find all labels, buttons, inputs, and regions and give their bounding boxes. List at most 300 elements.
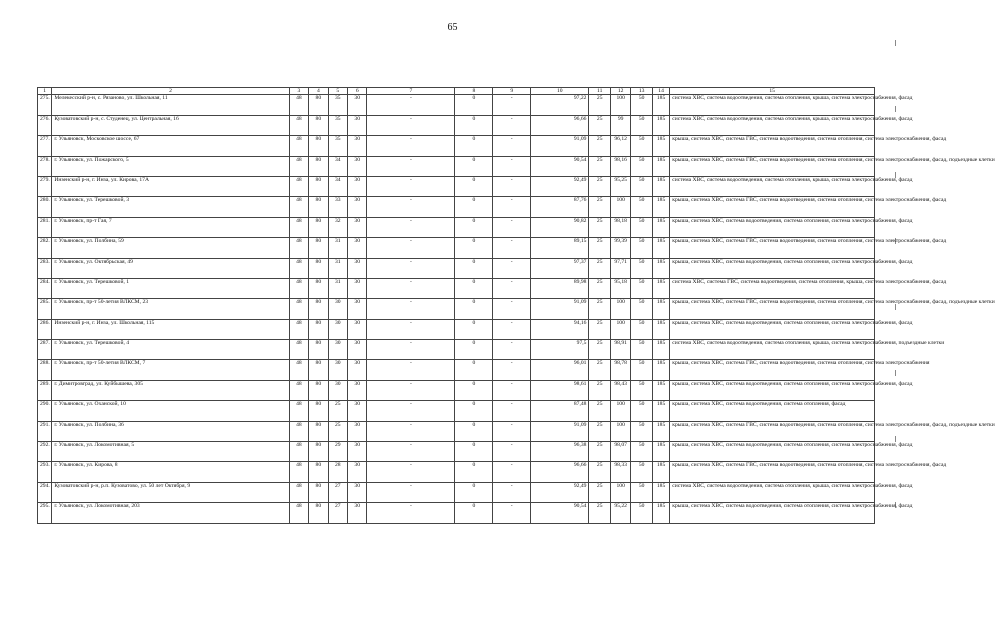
col7-cell: - (367, 115, 455, 135)
table-row (38, 95, 875, 115)
col14-cell: 185 (652, 197, 669, 217)
works-cell: крыша, система ХВС, система ГВС, система водоотведения, система отопления, система электроснабжения, фасад, подъездные клетки (670, 421, 875, 441)
header-row (38, 88, 875, 95)
col14-cell: 185 (652, 421, 669, 441)
col11-cell: 25 (589, 278, 610, 298)
col10-cell: 97,5 (531, 340, 589, 360)
col14-cell: 185 (652, 462, 669, 482)
col12-cell: 95,25 (610, 176, 630, 196)
col12-cell: 98,16 (610, 156, 630, 176)
col6-cell: 30 (348, 197, 367, 217)
col10-cell: 91,09 (531, 299, 589, 319)
col9-cell: - (493, 319, 531, 339)
address-cell: г. Ульяновск, Московское шоссе, 67 (52, 136, 289, 156)
works-cell: система ХВС, система водоотведения, система отопления, крыша, система электроснабжения, фасад (670, 176, 875, 196)
col8-cell: 0 (455, 380, 493, 400)
column-header-12: 12 (610, 88, 630, 95)
col3-cell: 48 (289, 421, 308, 441)
table-row (38, 238, 875, 258)
col13-cell: 50 (631, 319, 652, 339)
table-row (38, 340, 875, 360)
col13-cell: 50 (631, 360, 652, 380)
col8-cell: 0 (455, 217, 493, 237)
col5-cell: 30 (328, 319, 347, 339)
col4-cell: 80 (309, 299, 328, 319)
col8-cell: 0 (455, 299, 493, 319)
col6-cell: 30 (348, 340, 367, 360)
table-row (38, 442, 875, 462)
row-number: 292. (38, 442, 52, 462)
works-cell: система ХВС, система водоотведения, система отопления, крыша, система электроснабжения, фасад (670, 482, 875, 502)
table-row (38, 258, 875, 278)
col3-cell: 48 (289, 156, 308, 176)
col7-cell: - (367, 482, 455, 502)
col13-cell: 50 (631, 176, 652, 196)
col4-cell: 80 (309, 401, 328, 421)
works-cell: крыша, система ХВС, система водоотведения, система отопления, система электроснабжения, фасад (670, 217, 875, 237)
col11-cell: 25 (589, 401, 610, 421)
table-row (38, 319, 875, 339)
col4-cell: 80 (309, 340, 328, 360)
table-row (38, 115, 875, 135)
col9-cell: - (493, 482, 531, 502)
col3-cell: 48 (289, 176, 308, 196)
works-cell: крыша, система ХВС, система водоотведения, система отопления, фасад (670, 401, 875, 421)
col7-cell: - (367, 95, 455, 115)
row-number: 283. (38, 258, 52, 278)
col6-cell: 30 (348, 95, 367, 115)
col9-cell: - (493, 462, 531, 482)
col13-cell: 50 (631, 462, 652, 482)
col3-cell: 48 (289, 278, 308, 298)
col13-cell: 50 (631, 503, 652, 523)
col3-cell: 48 (289, 442, 308, 462)
col9-cell: - (493, 401, 531, 421)
works-cell: крыша, система ХВС, система ГВС, система водоотведения, система отопления, система электроснабжения, фасад (670, 462, 875, 482)
col12-cell: 100 (610, 95, 630, 115)
col10-cell: 87,48 (531, 401, 589, 421)
col14-cell: 185 (652, 217, 669, 237)
row-number: 290. (38, 401, 52, 421)
row-number: 276. (38, 115, 52, 135)
col9-cell: - (493, 176, 531, 196)
col3-cell: 48 (289, 319, 308, 339)
column-header-5: 5 (328, 88, 347, 95)
column-header-6: 6 (348, 88, 367, 95)
col5-cell: 32 (328, 217, 347, 237)
col7-cell: - (367, 217, 455, 237)
address-cell: г. Ульяновск, ул. Терешковой, 3 (52, 197, 289, 217)
address-cell: г. Ульяновск, ул. Локомотивная, 203 (52, 503, 289, 523)
col11-cell: 25 (589, 340, 610, 360)
col9-cell: - (493, 340, 531, 360)
address-cell: г. Ульяновск, пр-т 50-летия ВЛКСМ, 23 (52, 299, 289, 319)
col6-cell: 30 (348, 442, 367, 462)
works-cell: система ХВС, система водоотведения, система отопления, крыша, система электроснабжения, подъездные клетки (670, 340, 875, 360)
address-cell: г. Ульяновск, ул. Терешковой, 1 (52, 278, 289, 298)
col6-cell: 30 (348, 156, 367, 176)
col12-cell: 95,22 (610, 503, 630, 523)
col4-cell: 80 (309, 278, 328, 298)
col12-cell: 98,33 (610, 462, 630, 482)
col6-cell: 30 (348, 278, 367, 298)
col7-cell: - (367, 156, 455, 176)
col14-cell: 185 (652, 503, 669, 523)
col3-cell: 48 (289, 299, 308, 319)
column-header-11: 11 (589, 88, 610, 95)
col3-cell: 48 (289, 217, 308, 237)
col14-cell: 185 (652, 95, 669, 115)
row-number: 294. (38, 482, 52, 502)
address-cell: г. Ульяновск, пр-т 50-летия ВЛКСМ, 7 (52, 360, 289, 380)
col11-cell: 25 (589, 360, 610, 380)
address-cell: г. Ульяновск, ул. Октябрьская, 49 (52, 258, 289, 278)
col7-cell: - (367, 421, 455, 441)
table-row (38, 503, 875, 523)
col6-cell: 30 (348, 380, 367, 400)
table-row (38, 278, 875, 298)
col3-cell: 48 (289, 462, 308, 482)
col8-cell: 0 (455, 176, 493, 196)
col13-cell: 50 (631, 95, 652, 115)
address-cell: г. Ульяновск, ул. Полбина, 36 (52, 421, 289, 441)
col14-cell: 185 (652, 136, 669, 156)
works-cell: крыша, система ХВС, система водоотведения, система отопления, система электроснабжения, фасад (670, 380, 875, 400)
col11-cell: 25 (589, 95, 610, 115)
col10-cell: 87,76 (531, 197, 589, 217)
col6-cell: 30 (348, 176, 367, 196)
col8-cell: 0 (455, 462, 493, 482)
column-header-4: 4 (309, 88, 328, 95)
col5-cell: 27 (328, 503, 347, 523)
col11-cell: 25 (589, 156, 610, 176)
col10-cell: 92,49 (531, 482, 589, 502)
row-number: 286. (38, 319, 52, 339)
column-header-15: 15 (670, 88, 875, 95)
col11-cell: 25 (589, 319, 610, 339)
col8-cell: 0 (455, 197, 493, 217)
row-number: 293. (38, 462, 52, 482)
col4-cell: 80 (309, 462, 328, 482)
col9-cell: - (493, 421, 531, 441)
col14-cell: 185 (652, 360, 669, 380)
col13-cell: 50 (631, 278, 652, 298)
col6-cell: 30 (348, 319, 367, 339)
col6-cell: 30 (348, 503, 367, 523)
col6-cell: 30 (348, 136, 367, 156)
row-number: 284. (38, 278, 52, 298)
page-number: 65 (447, 22, 458, 33)
col8-cell: 0 (455, 238, 493, 258)
col5-cell: 28 (328, 462, 347, 482)
table-row (38, 197, 875, 217)
col10-cell: 96,38 (531, 442, 589, 462)
col7-cell: - (367, 442, 455, 462)
col6-cell: 30 (348, 462, 367, 482)
col14-cell: 185 (652, 319, 669, 339)
col9-cell: - (493, 278, 531, 298)
col4-cell: 80 (309, 115, 328, 135)
col9-cell: - (493, 217, 531, 237)
col3-cell: 48 (289, 340, 308, 360)
col12-cell: 100 (610, 401, 630, 421)
col7-cell: - (367, 401, 455, 421)
col3-cell: 48 (289, 360, 308, 380)
col9-cell: - (493, 95, 531, 115)
col13-cell: 50 (631, 299, 652, 319)
col12-cell: 98,91 (610, 340, 630, 360)
col8-cell: 0 (455, 95, 493, 115)
col4-cell: 80 (309, 442, 328, 462)
col8-cell: 0 (455, 156, 493, 176)
col8-cell: 0 (455, 421, 493, 441)
col3-cell: 48 (289, 503, 308, 523)
works-cell: крыша, система ХВС, система водоотведения, система отопления, система электроснабжения, фасад (670, 503, 875, 523)
col8-cell: 0 (455, 442, 493, 462)
col8-cell: 0 (455, 401, 493, 421)
col4-cell: 80 (309, 217, 328, 237)
col13-cell: 50 (631, 156, 652, 176)
col8-cell: 0 (455, 482, 493, 502)
col8-cell: 0 (455, 258, 493, 278)
works-cell: крыша, система ХВС, система водоотведения, система отопления, система электроснабжения, фасад (670, 442, 875, 462)
col4-cell: 80 (309, 258, 328, 278)
column-header-1: 1 (38, 88, 52, 95)
col5-cell: 30 (328, 299, 347, 319)
column-header-7: 7 (367, 88, 455, 95)
row-number: 287. (38, 340, 52, 360)
col7-cell: - (367, 278, 455, 298)
col3-cell: 48 (289, 238, 308, 258)
col5-cell: 34 (328, 156, 347, 176)
col4-cell: 80 (309, 503, 328, 523)
col14-cell: 185 (652, 482, 669, 502)
col6-cell: 30 (348, 360, 367, 380)
column-header-2: 2 (52, 88, 289, 95)
table-row (38, 217, 875, 237)
col7-cell: - (367, 136, 455, 156)
col10-cell: 92,49 (531, 176, 589, 196)
col12-cell: 98,18 (610, 217, 630, 237)
works-cell: система ХВС, система ГВС, система водоотведения, система отопления, крыша, система электроснабжения, фасад (670, 278, 875, 298)
col9-cell: - (493, 360, 531, 380)
row-number: 281. (38, 217, 52, 237)
col4-cell: 80 (309, 176, 328, 196)
col7-cell: - (367, 503, 455, 523)
address-cell: г. Ульяновск, ул. Локомотивная, 5 (52, 442, 289, 462)
col13-cell: 50 (631, 136, 652, 156)
col8-cell: 0 (455, 115, 493, 135)
col11-cell: 25 (589, 136, 610, 156)
address-cell: г. Ульяновск, ул. Оханской, 10 (52, 401, 289, 421)
works-cell: крыша, система ХВС, система ГВС, система водоотведения, система отопления, система электроснабжения (670, 360, 875, 380)
col14-cell: 185 (652, 258, 669, 278)
col8-cell: 0 (455, 340, 493, 360)
col12-cell: 100 (610, 319, 630, 339)
row-number: 289. (38, 380, 52, 400)
col6-cell: 30 (348, 299, 367, 319)
col13-cell: 50 (631, 421, 652, 441)
works-cell: система ХВС, система водоотведения, система отопления, крыша, система электроснабжения, фасад (670, 95, 875, 115)
col13-cell: 50 (631, 217, 652, 237)
col5-cell: 30 (328, 360, 347, 380)
col4-cell: 80 (309, 380, 328, 400)
table-body (38, 95, 995, 523)
row-number: 291. (38, 421, 52, 441)
col10-cell: 90,82 (531, 217, 589, 237)
col4-cell: 80 (309, 238, 328, 258)
col7-cell: - (367, 258, 455, 278)
col9-cell: - (493, 299, 531, 319)
col5-cell: 30 (328, 380, 347, 400)
address-cell: г. Ульяновск, ул. Пожарского, 5 (52, 156, 289, 176)
col5-cell: 29 (328, 442, 347, 462)
col4-cell: 80 (309, 360, 328, 380)
col4-cell: 80 (309, 482, 328, 502)
row-number: 295. (38, 503, 52, 523)
col3-cell: 48 (289, 95, 308, 115)
col9-cell: - (493, 136, 531, 156)
col11-cell: 25 (589, 380, 610, 400)
col6-cell: 30 (348, 258, 367, 278)
works-cell: крыша, система ХВС, система ГВС, система водоотведения, система отопления, система электроснабжения, фасад (670, 136, 875, 156)
works-cell: крыша, система ХВС, система ГВС, система водоотведения, система отопления, система электроснабжения, фасад, подъездные клетки (670, 299, 875, 319)
col5-cell: 27 (328, 482, 347, 502)
col10-cell: 89,15 (531, 238, 589, 258)
col13-cell: 50 (631, 258, 652, 278)
col3-cell: 48 (289, 258, 308, 278)
col12-cell: 99,39 (610, 238, 630, 258)
col3-cell: 48 (289, 136, 308, 156)
col13-cell: 50 (631, 482, 652, 502)
row-number: 282. (38, 238, 52, 258)
col11-cell: 25 (589, 462, 610, 482)
col10-cell: 90,54 (531, 503, 589, 523)
column-header-9: 9 (493, 88, 531, 95)
col8-cell: 0 (455, 360, 493, 380)
table-row (38, 176, 875, 196)
col10-cell: 98,61 (531, 380, 589, 400)
row-number: 285. (38, 299, 52, 319)
address-cell: г. Ульяновск, ул. Кирова, 8 (52, 462, 289, 482)
row-number: 288. (38, 360, 52, 380)
col12-cell: 96,12 (610, 136, 630, 156)
col6-cell: 30 (348, 421, 367, 441)
col4-cell: 80 (309, 136, 328, 156)
col13-cell: 50 (631, 401, 652, 421)
col7-cell: - (367, 299, 455, 319)
col3-cell: 48 (289, 115, 308, 135)
col10-cell: 90,54 (531, 156, 589, 176)
col12-cell: 98,43 (610, 380, 630, 400)
col11-cell: 25 (589, 503, 610, 523)
works-cell: крыша, система ХВС, система ГВС, система водоотведения, система отопления, система электроснабжения, фасад (670, 238, 875, 258)
col13-cell: 50 (631, 340, 652, 360)
col7-cell: - (367, 238, 455, 258)
col8-cell: 0 (455, 319, 493, 339)
table-row (38, 136, 875, 156)
works-cell: крыша, система ХВС, система ГВС, система водоотведения, система отопления, система электроснабжения, фасад, подъездные клетки (670, 156, 875, 176)
col10-cell: 96,01 (531, 360, 589, 380)
col11-cell: 25 (589, 482, 610, 502)
col5-cell: 31 (328, 278, 347, 298)
col11-cell: 25 (589, 217, 610, 237)
address-cell: г. Ульяновск, пр-т Гая, 7 (52, 217, 289, 237)
row-number: 275. (38, 95, 52, 115)
table-row (38, 462, 875, 482)
col11-cell: 25 (589, 299, 610, 319)
col10-cell: 97,22 (531, 95, 589, 115)
col10-cell: 91,09 (531, 136, 589, 156)
col10-cell: 96,66 (531, 462, 589, 482)
col10-cell: 96,66 (531, 115, 589, 135)
column-header-13: 13 (631, 88, 652, 95)
table-row (38, 156, 875, 176)
col14-cell: 185 (652, 115, 669, 135)
col12-cell: 98,78 (610, 360, 630, 380)
col11-cell: 25 (589, 176, 610, 196)
column-header-8: 8 (455, 88, 493, 95)
address-cell: Кузоватовский р-н, р.п. Кузоватово, ул. 50 лет Октября, 9 (52, 482, 289, 502)
column-header-10: 10 (531, 88, 589, 95)
col12-cell: 100 (610, 299, 630, 319)
col6-cell: 30 (348, 238, 367, 258)
row-number: 280. (38, 197, 52, 217)
col12-cell: 97,71 (610, 258, 630, 278)
address-cell: г. Ульяновск, ул. Полбина, 59 (52, 238, 289, 258)
address-cell: г. Ульяновск, ул. Терешковой, 4 (52, 340, 289, 360)
address-cell: г. Димитровград, ул. Куйбышева, 305 (52, 380, 289, 400)
col7-cell: - (367, 176, 455, 196)
col9-cell: - (493, 115, 531, 135)
row-number: 277. (38, 136, 52, 156)
col9-cell: - (493, 380, 531, 400)
works-cell: крыша, система ХВС, система водоотведения, система отопления, система электроснабжения, фасад (670, 319, 875, 339)
col5-cell: 31 (328, 238, 347, 258)
table-row (38, 401, 875, 421)
col10-cell: 94,16 (531, 319, 589, 339)
col11-cell: 25 (589, 238, 610, 258)
column-header-14: 14 (652, 88, 669, 95)
table-row (38, 360, 875, 380)
col4-cell: 80 (309, 319, 328, 339)
col9-cell: - (493, 197, 531, 217)
col12-cell: 98,07 (610, 442, 630, 462)
col5-cell: 25 (328, 401, 347, 421)
col9-cell: - (493, 442, 531, 462)
col13-cell: 50 (631, 197, 652, 217)
col4-cell: 80 (309, 156, 328, 176)
col6-cell: 30 (348, 482, 367, 502)
col10-cell: 97,37 (531, 258, 589, 278)
col10-cell: 89,98 (531, 278, 589, 298)
col4-cell: 80 (309, 95, 328, 115)
col13-cell: 50 (631, 115, 652, 135)
col11-cell: 25 (589, 115, 610, 135)
col8-cell: 0 (455, 503, 493, 523)
col4-cell: 80 (309, 421, 328, 441)
address-cell: Кузоватовский р-н, с. Студенец, ул. Центральная, 16 (52, 115, 289, 135)
col11-cell: 25 (589, 197, 610, 217)
col5-cell: 35 (328, 115, 347, 135)
table-row (38, 380, 875, 400)
col7-cell: - (367, 360, 455, 380)
col9-cell: - (493, 238, 531, 258)
row-number: 278. (38, 156, 52, 176)
col6-cell: 30 (348, 217, 367, 237)
col13-cell: 50 (631, 380, 652, 400)
table-row (38, 482, 875, 502)
